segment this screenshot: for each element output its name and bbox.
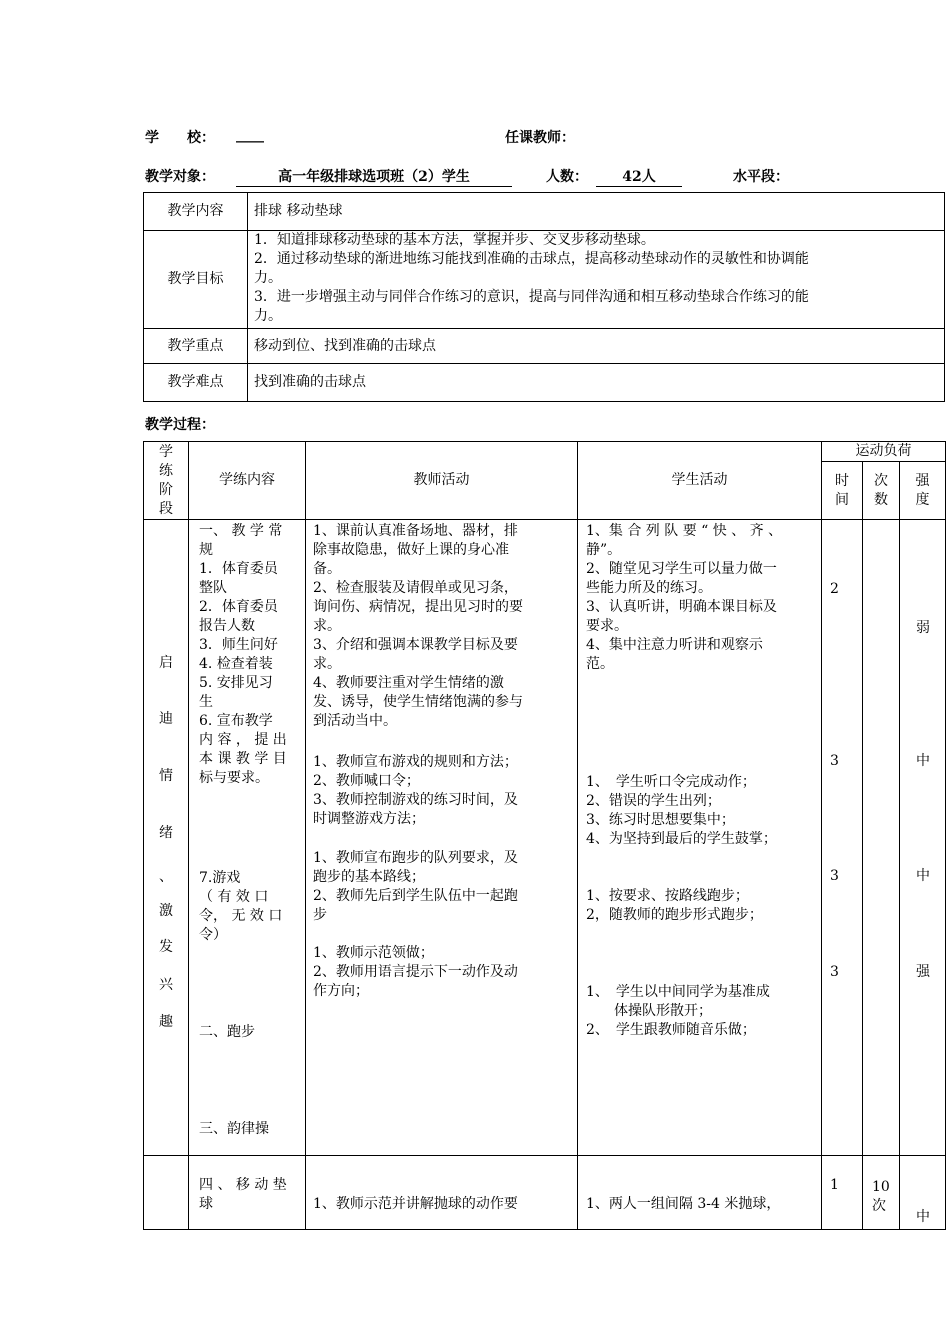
content-block-routine: 一、 教 学 常 规 1．体育委员 整队 2．体育委员 报告人数 3．师生问好 4. 检查着装 5. 安排见习 生 6. 宣布教学 内 容 ， 提 出 本 课 教 学 目 标与要求。: [199, 523, 287, 786]
intensity-value: 强: [916, 964, 930, 980]
stage-cell: 启 迪 情 绪 、 激 发 兴 趣: [144, 520, 189, 1156]
content-cell: [189, 1156, 306, 1230]
teacher-block-run: 1、教师宣布跑步的队列要求，及 跑步的基本路线； 2、教师先后到学生队伍中一起跑 步: [313, 850, 518, 923]
intensity-value: 中: [916, 753, 930, 769]
level-label: 水平段：: [733, 169, 789, 185]
school-label: 学 校：: [145, 130, 215, 146]
header-row: [144, 442, 946, 462]
content-block-game: 7.游戏 （ 有 效 口 令， 无 效 口 令）: [199, 870, 283, 943]
process-row-passing: [144, 1156, 946, 1230]
intensity-cell: [900, 1156, 946, 1230]
times-value: 10 次: [872, 1179, 890, 1214]
content-block-aerobics: 三、韵律操: [199, 1121, 269, 1137]
count-value: 42人: [596, 166, 682, 187]
time-value: 3: [830, 964, 839, 980]
stage-cell: [144, 1156, 189, 1230]
teacher-label: 任课教师：: [505, 130, 575, 146]
info-row-difficulty: [144, 364, 945, 402]
info-value: 排球 移动垫球: [248, 193, 945, 231]
intensity-value: 弱: [916, 620, 930, 636]
teacher-block-game: 1、教师宣布游戏的规则和方法； 2、教师喊口令； 3、教师控制游戏的练习时间，及 时调整游戏方法；: [313, 754, 518, 827]
time-cell: [822, 1156, 863, 1230]
content-block-run: 二、跑步: [199, 1024, 255, 1040]
student-block-run: 1、按要求、按路线跑步； 2，随教师的跑步形式跑步；: [586, 888, 763, 923]
header-student: 学生活动: [578, 442, 822, 520]
info-row-goals: [144, 231, 945, 329]
info-label: 教学目标: [144, 231, 248, 329]
info-value: 移动到位、找到准确的击球点: [248, 329, 945, 364]
student-block-game: 1、 学生听口令完成动作； 2、错误的学生出列； 3、练习时思想要集中； 4、为坚持到最后的学生鼓掌；: [586, 774, 777, 847]
teacher-block-aerobics: 1、教师示范领做； 2、教师用语言提示下一动作及动 作方向；: [313, 945, 518, 999]
times-cell: [863, 520, 900, 1156]
info-row-focus: [144, 329, 945, 364]
info-label: 教学难点: [144, 364, 248, 402]
target-value: 高一年级排球选项班（2）学生: [236, 166, 512, 187]
teacher-block-passing: 1、教师示范并讲解抛球的动作要: [313, 1196, 518, 1212]
student-block-aerobics: 1、 学生以中间同学为基准成 体操队形散开； 2、 学生跟教师随音乐做；: [586, 984, 770, 1038]
process-title: 教学过程：: [145, 417, 215, 433]
teacher-cell: [306, 1156, 578, 1230]
time-cell: [822, 520, 863, 1156]
info-value: 1．知道排球移动垫球的基本方法，掌握并步、交叉步移动垫球。 2．通过移动垫球的渐进地练习能找到准确的击球点，提高移动垫球动作的灵敏性和协调能 力。 3．进一步增强主动与同伴合作练习的意识，提高与同伴沟通和相互移动垫球合作练习的能 力。: [248, 231, 945, 329]
content-block-passing: 四 、 移 动 垫 球: [199, 1177, 287, 1212]
count-label: 人数：: [546, 169, 588, 185]
process-row-warmup: [144, 520, 946, 1156]
time-value: 1: [830, 1177, 839, 1193]
intensity-value: 中: [916, 1209, 930, 1225]
time-value: 3: [830, 753, 839, 769]
time-value: 2: [830, 581, 839, 597]
student-block-passing: 1、两人一组间隔 3-4 米抛球，: [586, 1196, 781, 1212]
student-block-routine: 1、集 合 列 队 要 “ 快 、 齐 、 静”。 2、随堂见习学生可以量力做一 些能力所及的练习。 3、认真听讲，明确本课目标及 要求。 4、集中注意力听讲和观察示 范。: [586, 523, 783, 672]
header-stage: 学 练 阶 段: [144, 442, 189, 520]
target-label: 教学对象：: [145, 169, 215, 185]
info-label: 教学重点: [144, 329, 248, 364]
info-row-content: [144, 193, 945, 231]
header-content: 学练内容: [189, 442, 306, 520]
info-value: 找到准确的击球点: [248, 364, 945, 402]
process-table: [143, 441, 946, 1230]
header-time: 时 间: [822, 462, 863, 520]
header-intensity: 强 度: [900, 462, 946, 520]
student-cell: [578, 520, 822, 1156]
header-times: 次 数: [863, 462, 900, 520]
times-cell: [863, 1156, 900, 1230]
intensity-value: 中: [916, 868, 930, 884]
student-cell: [578, 1156, 822, 1230]
header-teacher: 教师活动: [306, 442, 578, 520]
teacher-cell: [306, 520, 578, 1156]
header-load: 运动负荷: [822, 442, 946, 462]
content-cell: [189, 520, 306, 1156]
info-table: [143, 192, 945, 402]
info-label: 教学内容: [144, 193, 248, 231]
teacher-block-routine: 1、课前认真准备场地、器材，排 除事故隐患，做好上课的身心准 备。 2、检查服装及请假单或见习条， 询问伤、病情况，提出见习时的要 求。 3、介绍和强调本课教学目标及要 求。 4、教师要注重对学生情绪的激 发、诱导，使学生情绪饱满的参与 到活动当中。: [313, 523, 523, 729]
time-value: 3: [830, 868, 839, 884]
intensity-cell: [900, 520, 946, 1156]
school-value: ____: [236, 127, 264, 143]
